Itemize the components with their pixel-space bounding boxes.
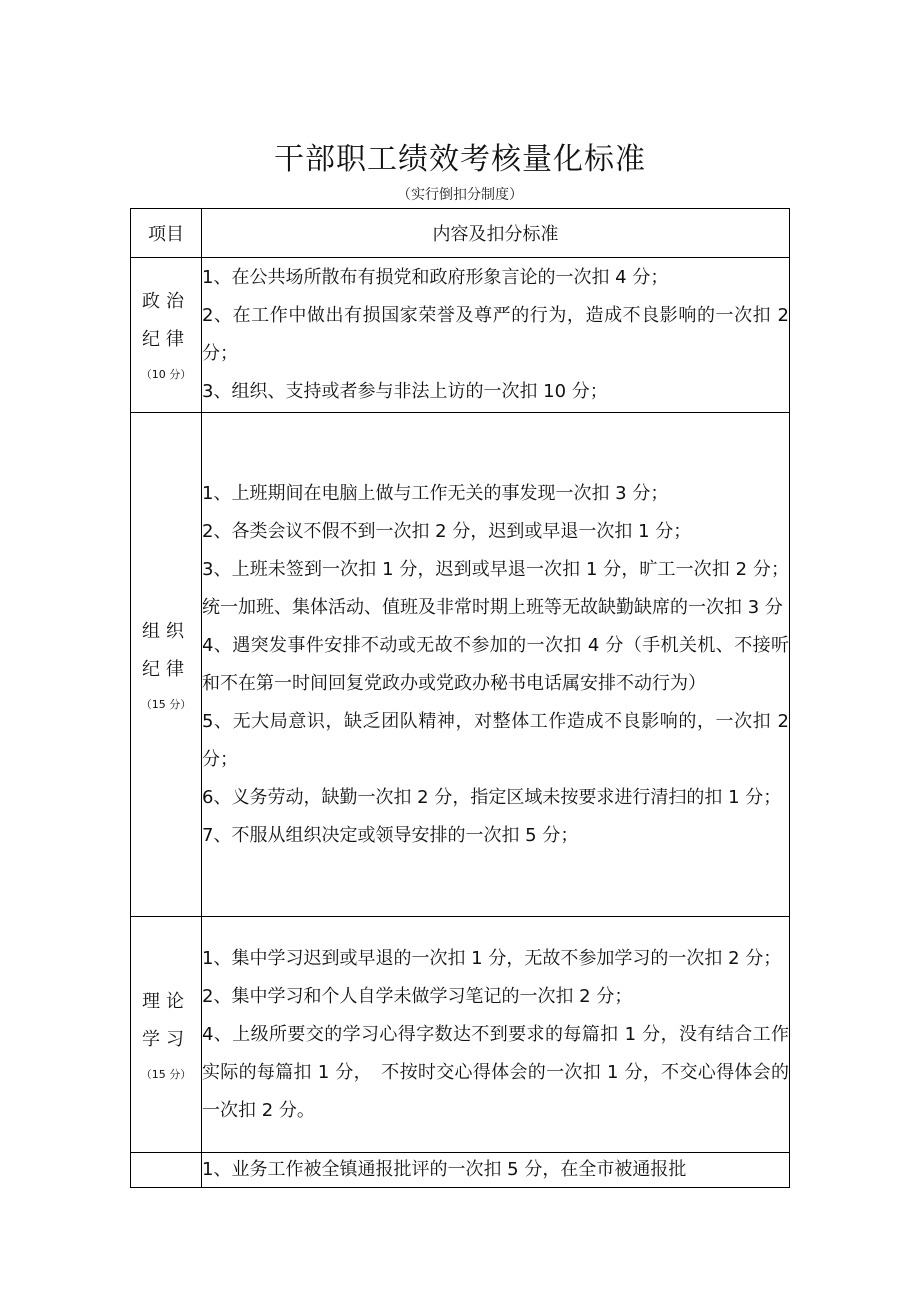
- content-cell: [202, 413, 790, 917]
- category-score: （15 分）: [140, 697, 192, 711]
- category-name: 组织纪律: [142, 620, 190, 680]
- rule-item: 3、组织、支持或者参与非法上访的一次扣 10 分；: [202, 381, 608, 402]
- rule-item: 2、集中学习和个人自学未做学习笔记的一次扣 2 分；: [202, 985, 633, 1007]
- rule-item: 1、业务工作被全镇通报批评的一次扣 5 分，在全市被通报批: [202, 1159, 687, 1180]
- rule-item: 4、遇突发事件安排不动或无故不参加的一次扣 4 分（手机关机、不接听和不在第一时间回复党政办或党政办秘书电话属安排不动行为）: [202, 634, 789, 694]
- header-item: 项目: [131, 209, 202, 258]
- category-score: （10 分）: [140, 368, 192, 381]
- table-row-organizational-discipline: [131, 413, 790, 917]
- page-title: 干部职工绩效考核量化标准: [274, 142, 646, 177]
- content-cell: [202, 1153, 790, 1188]
- assessment-table: [130, 208, 790, 1188]
- rule-item: 4、上级所要交的学习心得字数达不到要求的每篇扣 1 分，没有结合工作实际的每篇扣 1 分， 不按时交心得体会的一次扣 1 分，不交心得体会的一次扣 2 分。: [202, 1023, 789, 1121]
- category-score: （15 分）: [140, 1067, 192, 1081]
- rule-item: 7、不服从组织决定或领导安排的一次扣 5 分；: [202, 824, 579, 846]
- rule-item: 2、各类会议不假不到一次扣 2 分，迟到或早退一次扣 1 分；: [202, 520, 692, 542]
- rule-item: 1、上班期间在电脑上做与工作无关的事发现一次扣 3 分；: [202, 482, 669, 504]
- rule-item: 1、在公共场所散布有损党和政府形象言论的一次扣 4 分；: [202, 267, 669, 288]
- rule-item: 6、义务劳动，缺勤一次扣 2 分，指定区域未按要求进行清扫的扣 1 分；: [202, 786, 782, 808]
- category-name: 政治纪律: [142, 291, 190, 350]
- category-cell: [131, 258, 202, 413]
- table-row-theory-study: [131, 917, 790, 1153]
- category-cell: [131, 413, 202, 917]
- category-name: 理论学习: [142, 990, 190, 1050]
- table-row-business-work: [131, 1153, 790, 1188]
- rule-item: 2、在工作中做出有损国家荣誉及尊严的行为，造成不良影响的一次扣 2 分；: [202, 305, 789, 364]
- category-cell: [131, 1153, 202, 1188]
- content-cell: [202, 258, 790, 413]
- content-cell: [202, 917, 790, 1153]
- header-content: 内容及扣分标准: [202, 209, 790, 258]
- page-subtitle: （实行倒扣分制度）: [397, 187, 523, 203]
- table-header-row: [131, 209, 790, 258]
- rule-item: 3、上班未签到一次扣 1 分，迟到或早退一次扣 1 分，旷工一次扣 2 分；统一加班、集体活动、值班及非常时期上班等无故缺勤缺席的一次扣 3 分: [202, 558, 789, 618]
- rule-item: 1、集中学习迟到或早退的一次扣 1 分，无故不参加学习的一次扣 2 分；: [202, 947, 782, 969]
- table-row-political-discipline: [131, 258, 790, 413]
- rule-item: 5、无大局意识，缺乏团队精神，对整体工作造成不良影响的，一次扣 2 分；: [202, 710, 789, 770]
- category-cell: [131, 917, 202, 1153]
